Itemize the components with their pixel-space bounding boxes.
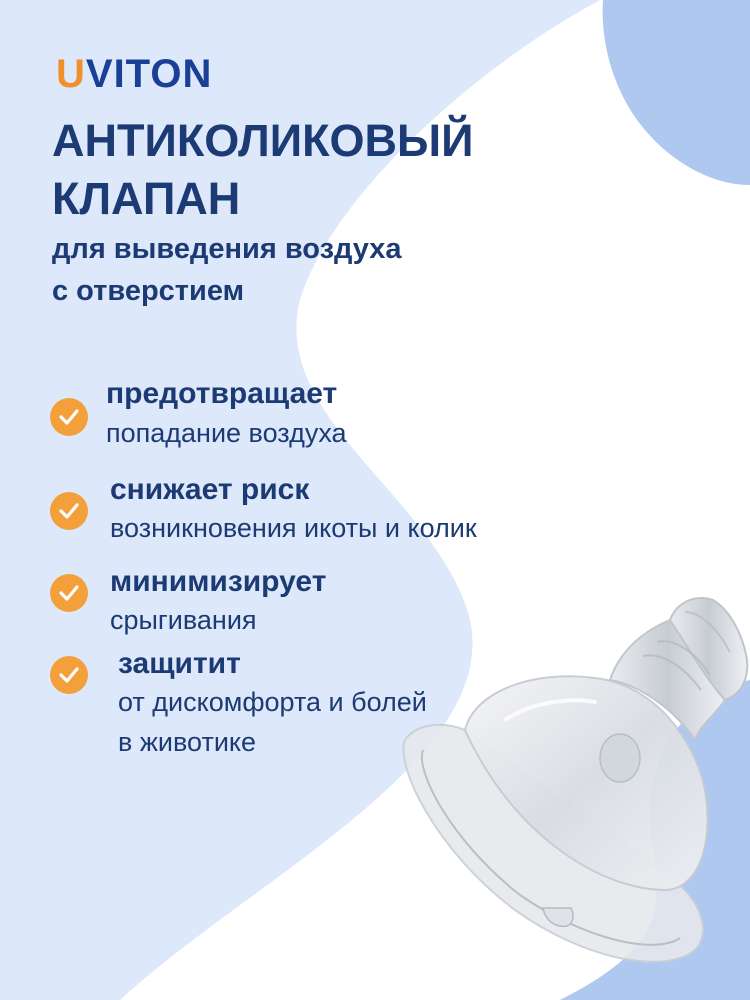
- subheadline: [52, 228, 402, 312]
- brand-logo: [56, 46, 212, 102]
- feature-text: попадание воздуха: [106, 418, 347, 448]
- feature-title: защитит: [118, 647, 241, 680]
- brand-logo-first-letter: U: [56, 52, 86, 96]
- headline-line-1: АНТИКОЛИКОВЫЙ: [52, 115, 474, 166]
- feature-text: от дискомфорта и болей: [118, 687, 427, 717]
- headline-line-2: КЛАПАН: [52, 173, 241, 224]
- check-circle-icon: [50, 492, 88, 530]
- feature-title: снижает риск: [110, 473, 310, 506]
- brand-logo-rest: VITON: [85, 52, 213, 96]
- feature-title: предотвращает: [106, 377, 338, 410]
- subheadline-line-2: с отверстием: [52, 275, 245, 307]
- background-blob-top: [603, 0, 750, 185]
- check-circle-icon: [50, 574, 88, 612]
- pacifier-nipple-image: [395, 590, 750, 990]
- check-circle-icon: [50, 656, 88, 694]
- feature-text: возникновения икоты и колик: [110, 513, 477, 543]
- feature-text: срыгивания: [110, 605, 257, 635]
- subheadline-line-1: для выведения воздуха: [52, 233, 402, 265]
- headline: [52, 112, 473, 228]
- feature-title: минимизирует: [110, 565, 327, 598]
- feature-text: в животике: [118, 727, 257, 757]
- check-circle-icon: [50, 398, 88, 436]
